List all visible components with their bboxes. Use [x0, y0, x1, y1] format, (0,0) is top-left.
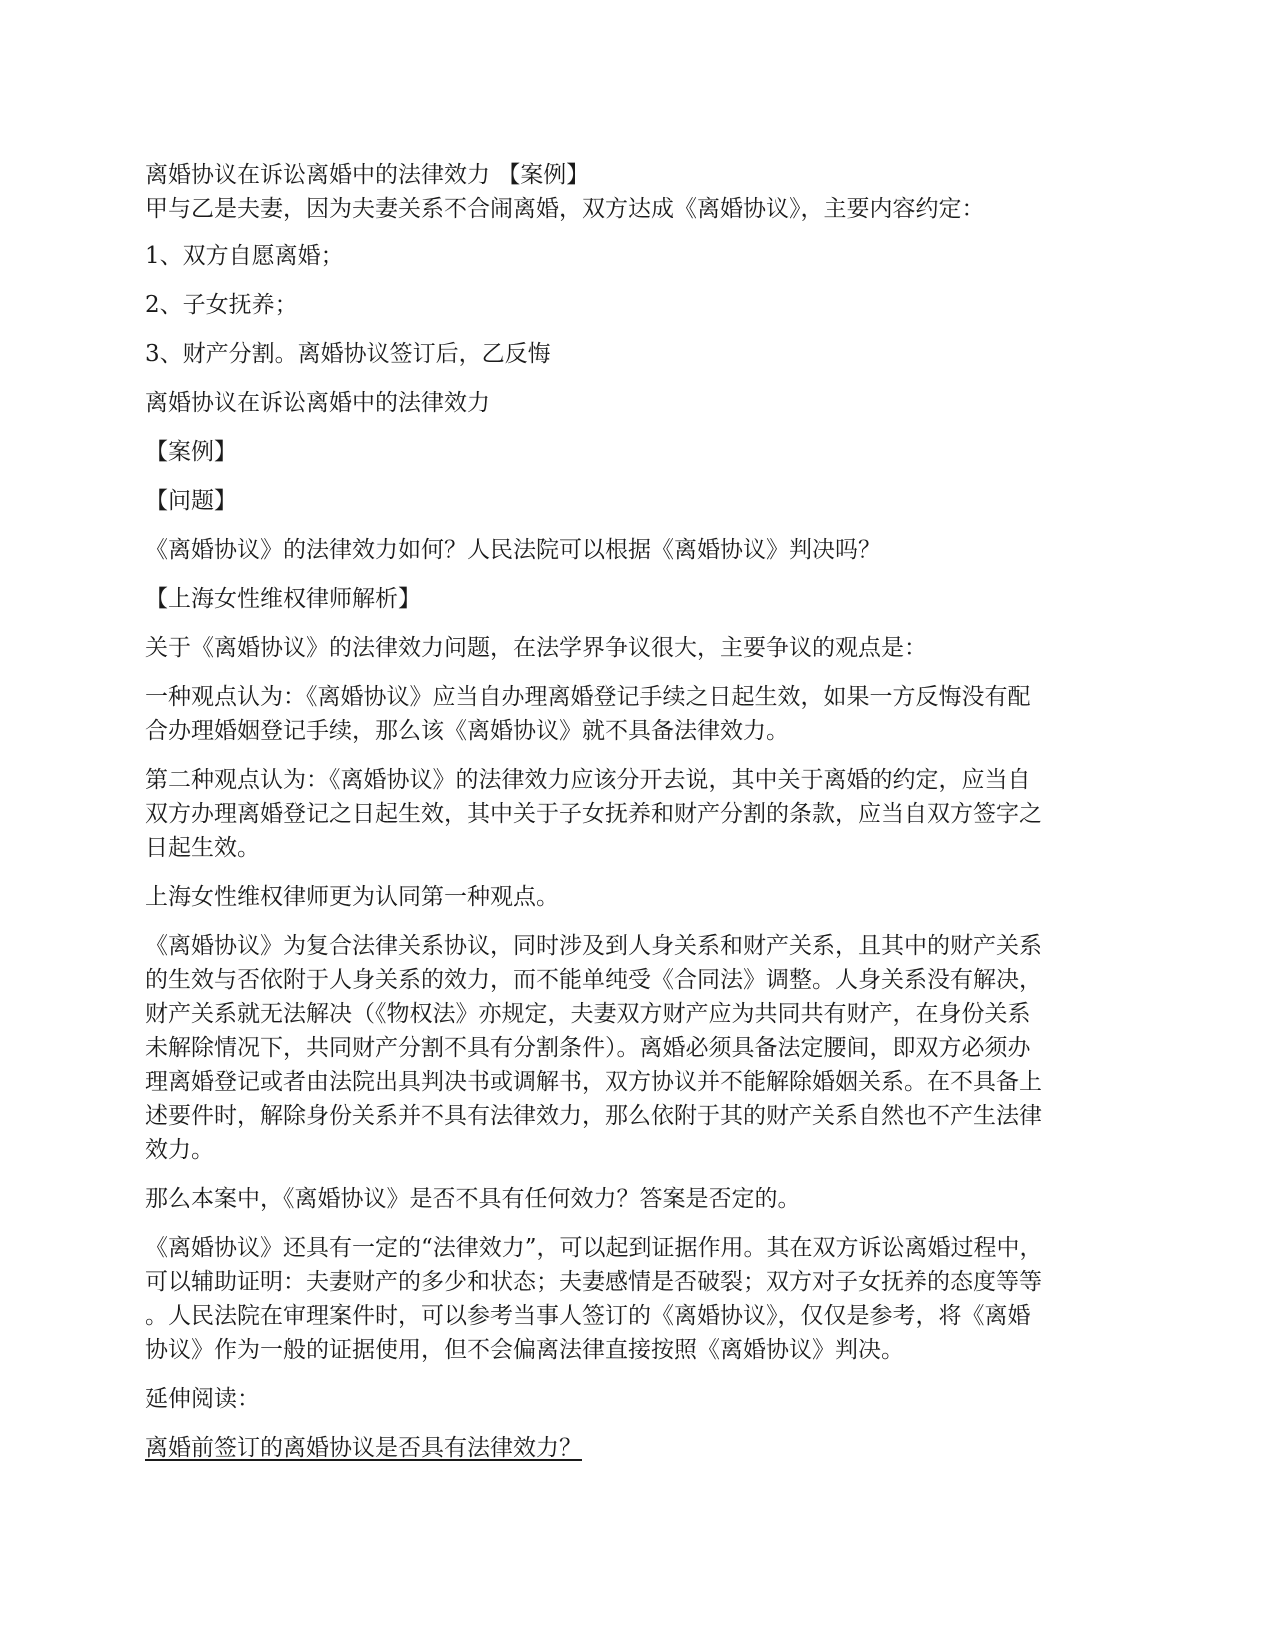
paragraph-3: 第二种观点认为：《离婚协议》的法律效力应该分开去说，其中关于离婚的约定，应当自 双方办理离婚登记之日起生效，其中关于子女抚养和财产分割的条款，应当自双方签字之 日起生效。: [145, 767, 1042, 861]
case-label: 【案例】: [145, 439, 237, 465]
question-text: 《离婚协议》的法律效力如何？人民法院可以根据《离婚协议》判决吗？: [145, 537, 881, 563]
paragraph-5: 《离婚协议》为复合法律关系协议，同时涉及到人身关系和财产关系，且其中的财产关系 的生效与否依附于人身关系的效力，而不能单纯受《合同法》调整。人身关系没有解决， 财产关系就无法解决（《物权法》亦规定，夫妻双方财产应为共同共有财产，在身份关系 未解除情况下，共同财产分割不具有分割条件）。离婚必须具备法定腰间，即双方必须办 理离婚登记或者由法院出具判决书或调解书，双方协议并不能解除婚姻关系。在不具备上 述要件时，解除身份关系并不具有法律效力，那么依附于其的财产关系自然也不产生法律 效力。: [145, 933, 1042, 1163]
paragraph-1: 关于《离婚协议》的法律效力问题，在法学界争议很大，主要争议的观点是：: [145, 635, 927, 661]
document-title: 离婚协议在诉讼离婚中的法律效力 【案例】: [145, 162, 590, 188]
paragraph-4: 上海女性维权律师更为认同第一种观点。: [145, 884, 559, 910]
question-label: 【问题】: [145, 488, 237, 514]
further-reading-link[interactable]: 离婚前签订的离婚协议是否具有法律效力？: [145, 1435, 582, 1461]
further-reading-item: [145, 1431, 1130, 1465]
title-block: [145, 158, 1130, 226]
paragraph-6: 那么本案中，《离婚协议》是否不具有任何效力？答案是否定的。: [145, 1186, 801, 1212]
list-item-1: 1、双方自愿离婚；: [145, 243, 344, 269]
list-item-2: 2、子女抚养；: [145, 292, 298, 318]
list-item-3: 3、财产分割。离婚协议签订后，乙反悔: [145, 341, 551, 367]
paragraph-2: 一种观点认为：《离婚协议》应当自办理离婚登记手续之日起生效，如果一方反悔没有配 合办理婚姻登记手续，那么该《离婚协议》就不具备法律效力。: [145, 684, 1031, 744]
analysis-label: 【上海女性维权律师解析】: [145, 586, 421, 612]
section-heading: 离婚协议在诉讼离婚中的法律效力: [145, 390, 490, 416]
intro-text: 甲与乙是夫妻，因为夫妻关系不合闹离婚，双方达成《离婚协议》，主要内容约定：: [145, 196, 985, 222]
further-reading-label: 延伸阅读：: [145, 1386, 260, 1412]
document-page: [145, 158, 1130, 1480]
paragraph-7: 《离婚协议》还具有一定的“法律效力”，可以起到证据作用。其在双方诉讼离婚过程中， 可以辅助证明：夫妻财产的多少和状态；夫妻感情是否破裂；双方对子女抚养的态度等等 。人民法院在审理案件时，可以参考当事人签订的《离婚协议》，仅仅是参考，将《离婚 协议》作为一般的证据使用，但不会偏离法律直接按照《离婚协议》判决。: [145, 1235, 1043, 1363]
